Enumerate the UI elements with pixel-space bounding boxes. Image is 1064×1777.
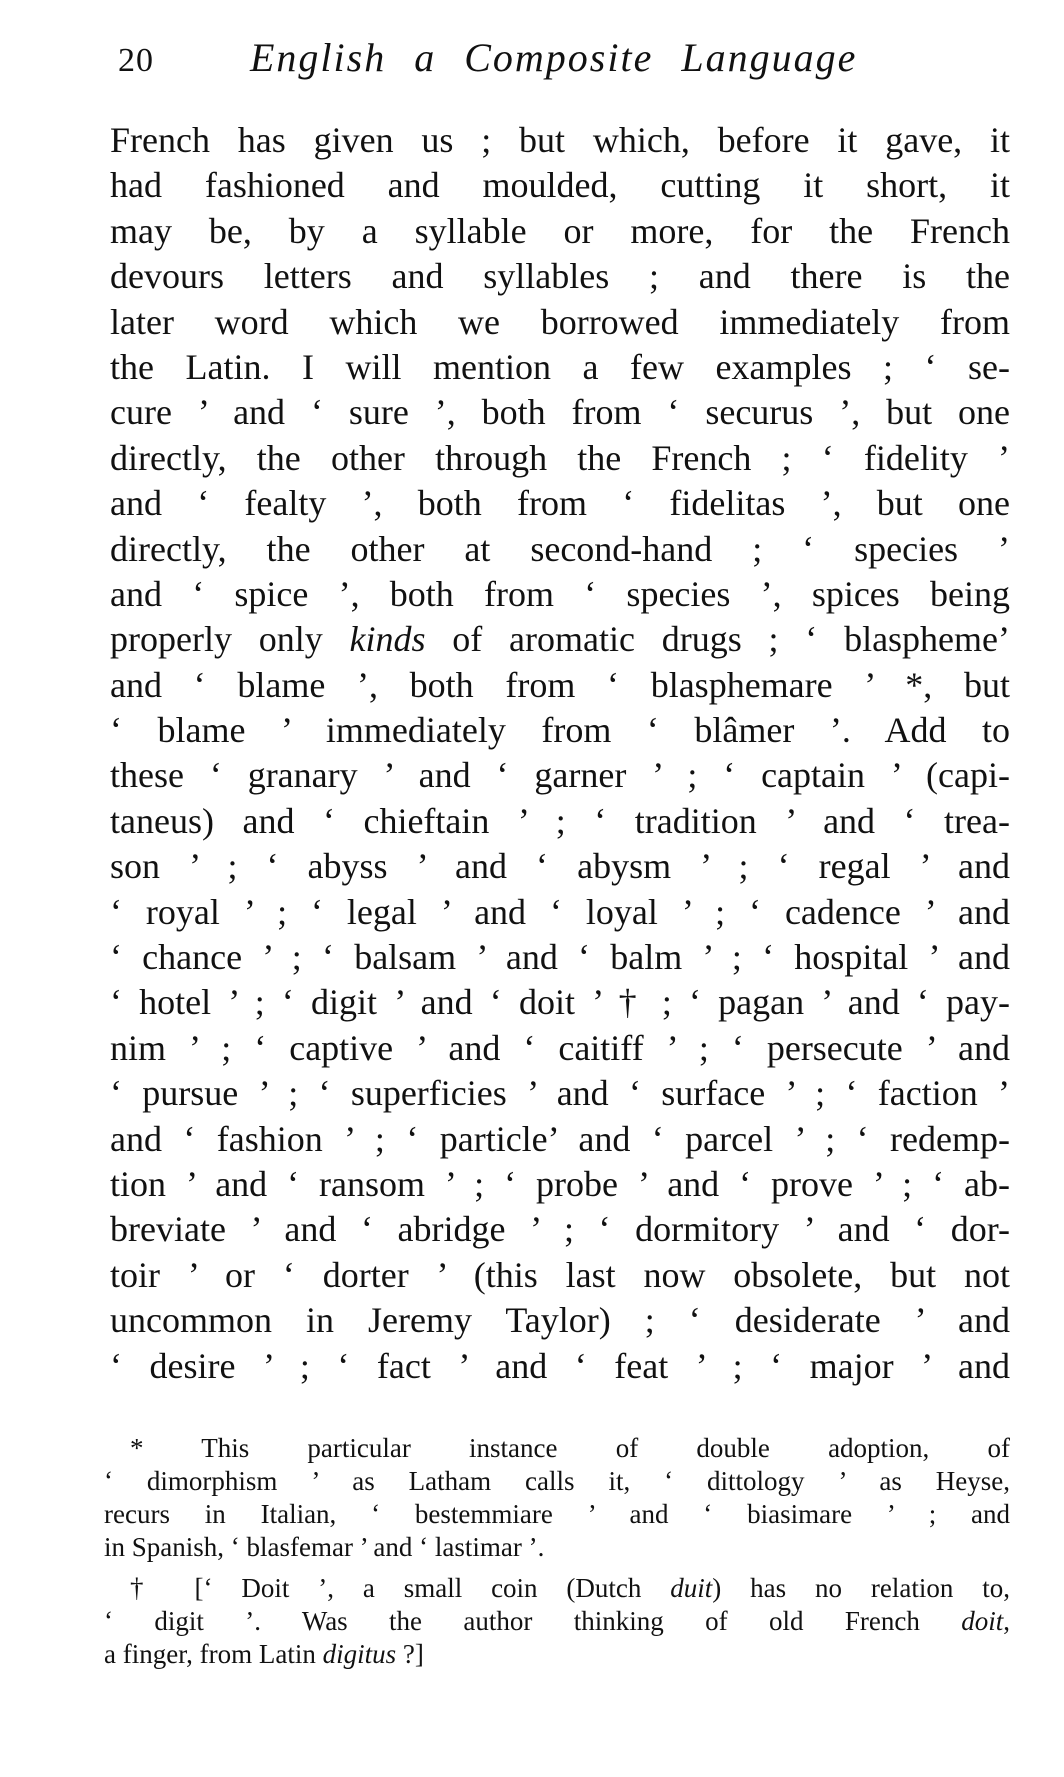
body-text [110, 118, 1010, 1389]
text-line: properly only kinds of aromatic drugs ; ‘ blaspheme’ [110, 619, 1010, 660]
footnotes [104, 1432, 1010, 1671]
text-line: ‘ hotel ’ ; ‘ digit ’ and ‘ doit ’ † ; ‘ pagan ’ and ‘ pay- [110, 982, 1010, 1023]
text-line: may be, by a syllable or more, for the French [110, 210, 1010, 251]
footnote-line: in Spanish, ‘ blasfemar ’ and ‘ lastimar ’. [104, 1532, 545, 1562]
text-line: and ‘ blame ’, both from ‘ blasphemare ’ *, but [110, 664, 1010, 705]
text-line: later word which we borrowed immediately from [110, 301, 1010, 342]
text-line: son ’ ; ‘ abyss ’ and ‘ abysm ’ ; ‘ regal ’ and [110, 846, 1010, 887]
text-line: ‘ chance ’ ; ‘ balsam ’ and ‘ balm ’ ; ‘ hospital ’ and [110, 937, 1010, 978]
running-title: English a Composite Language [250, 35, 858, 80]
text-line: and ‘ spice ’, both from ‘ species ’, spices being [110, 573, 1010, 614]
page-number: 20 [118, 42, 154, 79]
text-line: nim ’ ; ‘ captive ’ and ‘ caitiff ’ ; ‘ persecute ’ and [110, 1027, 1010, 1068]
text-line: cure ’ and ‘ sure ’, both from ‘ securus ’, but one [110, 392, 1010, 433]
text-line: ‘ blame ’ immediately from ‘ blâmer ’. Add to [110, 710, 1010, 751]
text-line: and ‘ fashion ’ ; ‘ particle’ and ‘ parcel ’ ; ‘ redemp- [110, 1118, 1010, 1159]
text-line: directly, the other through the French ; ‘ fidelity ’ [110, 437, 1010, 478]
page-header [118, 34, 1018, 94]
text-line: these ‘ granary ’ and ‘ garner ’ ; ‘ captain ’ (capi- [110, 755, 1010, 796]
footnote-line: † [‘ Doit ’, a small coin (Dutch duit) has no relation to, [130, 1573, 1010, 1603]
footnote-dagger [104, 1572, 1010, 1671]
text-line: French has given us ; but which, before it gave, it [110, 120, 1010, 160]
text-line: directly, the other at second-hand ; ‘ species ’ [110, 528, 1010, 569]
text-line: breviate ’ and ‘ abridge ’ ; ‘ dormitory ’ and ‘ dor- [110, 1209, 1010, 1250]
footnote-line: recurs in Italian, ‘ bestemmiare ’ and ‘ biasimare ’ ; and [104, 1499, 1010, 1529]
footnote-line: a finger, from Latin digitus ?] [104, 1639, 424, 1669]
text-line: had fashioned and moulded, cutting it short, it [110, 165, 1010, 206]
text-line: toir ’ or ‘ dorter ’ (this last now obsolete, but not [110, 1254, 1010, 1295]
footnote-line: ‘ digit ’. Was the author thinking of old French doit, [104, 1606, 1010, 1636]
footnote-line: * This particular instance of double adoption, of [130, 1433, 1010, 1463]
text-line: taneus) and ‘ chieftain ’ ; ‘ tradition ’ and ‘ trea- [110, 800, 1010, 841]
text-line: the Latin. I will mention a few examples ; ‘ se- [110, 346, 1010, 387]
footnote-line: ‘ dimorphism ’ as Latham calls it, ‘ dittology ’ as Heyse, [104, 1466, 1010, 1496]
footnote-asterisk [104, 1432, 1010, 1564]
text-line: tion ’ and ‘ ransom ’ ; ‘ probe ’ and ‘ prove ’ ; ‘ ab- [110, 1163, 1010, 1204]
text-line: ‘ royal ’ ; ‘ legal ’ and ‘ loyal ’ ; ‘ cadence ’ and [110, 891, 1010, 932]
text-line: uncommon in Jeremy Taylor) ; ‘ desiderate ’ and [110, 1300, 1010, 1341]
text-line: devours letters and syllables ; and there is the [110, 256, 1010, 297]
text-line: ‘ pursue ’ ; ‘ superficies ’ and ‘ surface ’ ; ‘ faction ’ [110, 1073, 1010, 1114]
text-line: ‘ desire ’ ; ‘ fact ’ and ‘ feat ’ ; ‘ major ’ and [110, 1345, 1010, 1386]
text-line: and ‘ fealty ’, both from ‘ fidelitas ’, but one [110, 483, 1010, 524]
footnote-gap [104, 1564, 1010, 1572]
